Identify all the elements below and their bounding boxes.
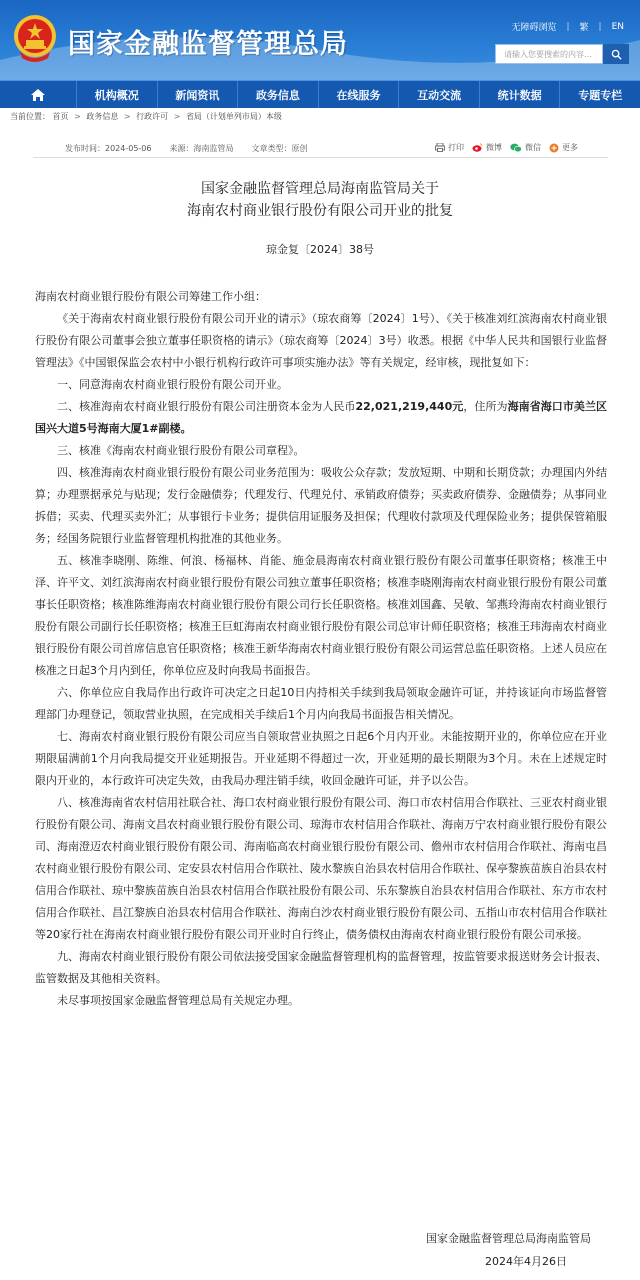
paragraph-text: ，住所为 bbox=[463, 400, 508, 413]
salutation: 海南农村商业银行股份有限公司筹建工作小组： bbox=[35, 290, 266, 303]
paragraph: 八、核准海南省农村信用社联合社、海口农村商业银行股份有限公司、海口市农村信用合作联社、三亚农村商业银行股份有限公司、海南文昌农村商业银行股份有限公司、琼海市农村信用合作联社、海南万宁农村商业银行股份有限公司、海南澄迈农村商业银行股份有限公司、海南临高农村商业银行股份有限公司、儋州市农村信用合作联社、海南屯昌农村商业银行股份有限公司、定安县农村信用合作联社、陵水黎族自治县农村信用合作联社、保亭黎族苗族自治县农村信用合作联社、琼中黎族苗族自治县农村信用合作联社股份有限公司、乐东黎族自治县农村信用合作联社、东方市农村信用合作联社、昌江黎族自治县农村信用合作联社、海南白沙农村商业银行股份有限公司、五指山市农村信用合作联社等20家行社在海南农村商业银行股份有限公司开业时自行终止，债务债权由海南农村商业银行股份有限公司承接。 bbox=[35, 796, 607, 941]
document-number: 琼金复〔2024〕38号 bbox=[266, 243, 374, 256]
home-icon bbox=[30, 88, 46, 102]
wechat-icon bbox=[510, 143, 522, 153]
accessibility-link[interactable]: 无障碍浏览 bbox=[511, 23, 557, 33]
main-nav bbox=[0, 80, 640, 108]
top-links bbox=[511, 20, 624, 33]
paragraph: 六、你单位应自我局作出行政许可决定之日起10日内持相关手续到我局领取金融许可证，并持该证向市场监督管理部门办理登记，领取营业执照，在完成相关手续后1个月内向我局书面报告相关情况。 bbox=[35, 686, 607, 721]
paragraph: 七、海南农村商业银行股份有限公司应当自领取营业执照之日起6个月内开业。未能按期开业的，你单位应在开业期限届满前1个月向我局提交开业延期报告。开业延期不得超过一次，开业延期的最长期限为3个月。未在上述规定时限内开业的，本行政许可决定失效，由我局办理注销手续，收回金融许可证，并予以公告。 bbox=[35, 730, 607, 787]
nav-home[interactable] bbox=[0, 81, 76, 108]
breadcrumb-label: 当前位置： bbox=[10, 112, 50, 121]
weibo-icon bbox=[472, 143, 483, 152]
article-title-line-1: 国家金融监督管理总局海南监管局关于 bbox=[201, 181, 439, 197]
divider: | bbox=[566, 21, 570, 32]
nav-item-statistics[interactable]: 统计数据 bbox=[479, 81, 560, 108]
article-title-line-2: 海南农村商业银行股份有限公司开业的批复 bbox=[187, 203, 453, 219]
article-meta bbox=[33, 138, 608, 158]
nav-item-government-info[interactable]: 政务信息 bbox=[237, 81, 318, 108]
article-type: 文章类型：原创 bbox=[251, 144, 308, 153]
printer-icon bbox=[435, 143, 445, 152]
breadcrumb-item-provincial-bureau[interactable]: 省局（计划单列市局）本级 bbox=[185, 112, 282, 121]
paragraph: 一、同意海南农村商业银行股份有限公司开业。 bbox=[57, 378, 288, 391]
nav-item-interaction[interactable]: 互动交流 bbox=[398, 81, 479, 108]
plus-icon bbox=[549, 143, 559, 153]
paragraph: 三、核准《海南农村商业银行股份有限公司章程》。 bbox=[57, 444, 305, 457]
article-body bbox=[35, 286, 607, 1012]
breadcrumb-item-government-info[interactable]: 政务信息 bbox=[86, 112, 119, 121]
signature-date: 2024年4月26日 bbox=[485, 1255, 567, 1268]
publish-time: 发布时间：2024-05-06 bbox=[65, 144, 152, 153]
paragraph: 五、核准李晓刚、陈维、何浪、杨福林、肖能、施金晨海南农村商业银行股份有限公司董事任职资格；核准王中泽、许平文、刘红滨海南农村商业银行股份有限公司独立董事任职资格；核准李晓刚海南农村商业银行股份有限公司董事长任职资格；核准陈维海南农村商业银行股份有限公司行长任职资格。核准刘国鑫、吴敏、邹燕玲海南农村商业银行股份有限公司副行长任职资格；核准王巨虹海南农村商业银行股份有限公司总审计师任职资格；核准王玮海南农村商业银行股份有限公司首席信息官任职资格；核准王新华海南农村商业银行股份有限公司运营总监任职资格。上述人员应在核准之日起3个月内到任，你单位应及时向我局书面报告。 bbox=[35, 554, 607, 677]
print-label: 打印 bbox=[448, 143, 464, 152]
weibo-label: 微博 bbox=[486, 143, 502, 152]
article-source: 来源：海南监管局 bbox=[169, 144, 234, 153]
signature: 国家金融监督管理总局海南监管局 bbox=[426, 1232, 591, 1245]
weibo-share-button[interactable] bbox=[472, 142, 502, 153]
registered-address: 海南省海口市美兰区国兴大道5号海南大厦1#副楼。 bbox=[35, 400, 608, 435]
site-header bbox=[0, 0, 640, 80]
paragraph: 《关于海南农村商业银行股份有限公司开业的请示》（琼农商筹〔2024〕1号）、《关于核准刘红滨海南农村商业银行股份有限公司董事会独立董事任职资格的请示》（琼农商筹〔2024〕3号）收悉。根据《中华人民共和国银行业监督管理法》《中国银保监会农村中小银行机构行政许可事项实施办法》等有关规定，经审核，现批复如下： bbox=[35, 312, 607, 369]
paragraph: 未尽事项按国家金融监督管理总局有关规定办理。 bbox=[57, 994, 299, 1007]
search-input[interactable]: 请输入您要搜索的内容... bbox=[495, 44, 603, 64]
print-button[interactable] bbox=[435, 142, 464, 153]
wechat-label: 微信 bbox=[525, 143, 541, 152]
traditional-chinese-link[interactable]: 繁 bbox=[579, 23, 589, 33]
breadcrumb-separator: > bbox=[173, 112, 181, 121]
divider: | bbox=[598, 21, 602, 32]
wechat-share-button[interactable] bbox=[510, 142, 541, 153]
nav-item-special-topics[interactable]: 专题专栏 bbox=[559, 81, 640, 108]
site-title[interactable]: 国家金融监督管理总局 bbox=[68, 29, 348, 60]
paragraph-capital-address bbox=[35, 396, 607, 440]
breadcrumb-separator: > bbox=[123, 112, 131, 121]
more-label: 更多 bbox=[562, 143, 578, 152]
paragraph: 四、核准海南农村商业银行股份有限公司业务范围为：吸收公众存款；发放短期、中期和长期贷款；办理国内外结算；办理票据承兑与贴现；发行金融债券；代理发行、代理兑付、承销政府债券；买卖政府债券、金融债券；从事同业拆借；买卖、代理买卖外汇；从事银行卡业务；提供信用证服务及担保；代理收付款项及代理保险业务；提供保管箱服务；经国务院银行业监督管理机构批准的其他业务。 bbox=[35, 466, 607, 545]
national-emblem-icon bbox=[12, 12, 58, 62]
search-button[interactable] bbox=[603, 44, 629, 64]
paragraph-text: 二、核准海南农村商业银行股份有限公司注册资本金为人民币 bbox=[57, 400, 356, 413]
more-share-button[interactable] bbox=[549, 142, 578, 153]
breadcrumb bbox=[10, 111, 282, 122]
english-link[interactable]: EN bbox=[611, 21, 624, 32]
paragraph: 九、海南农村商业银行股份有限公司依法接受国家金融监督管理机构的监督管理，按监管要求报送财务会计报表、监管数据及其他相关资料。 bbox=[35, 950, 607, 985]
breadcrumb-item-home[interactable]: 首页 bbox=[52, 112, 69, 121]
nav-item-online-service[interactable]: 在线服务 bbox=[318, 81, 399, 108]
breadcrumb-separator: > bbox=[74, 112, 81, 121]
registered-capital: 22,021,219,440元 bbox=[355, 400, 464, 413]
breadcrumb-item-administrative-license[interactable]: 行政许可 bbox=[136, 112, 169, 121]
nav-item-institution[interactable]: 机构概况 bbox=[76, 81, 157, 108]
nav-item-news[interactable]: 新闻资讯 bbox=[157, 81, 238, 108]
search-icon bbox=[611, 49, 622, 60]
